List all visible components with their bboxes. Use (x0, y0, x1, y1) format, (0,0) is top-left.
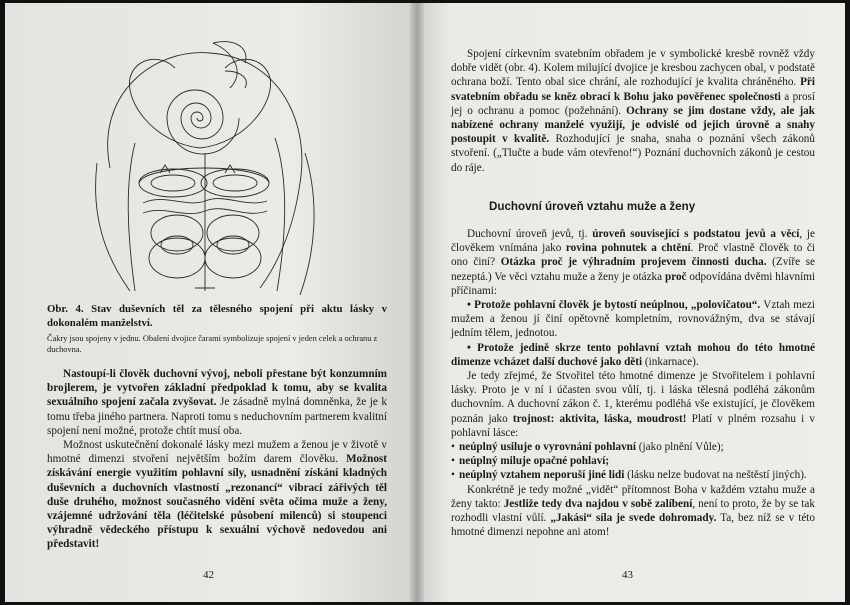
right-page (417, 3, 845, 602)
section-heading: Duchovní úroveň vztahu muže a ženy (489, 200, 696, 213)
left-page (5, 3, 417, 602)
right-paragraph-2: Duchovní úroveň jevů, tj. úroveň související s podstatou jevů a věcí, je člověkem vnímána jako rovina pohnutek a chtění. Proč vlastně člověk to či ono činí? Otázka proč je výhradním projevem činnosti ducha. (Zvíře se nezeptá.) Ve věci vztahu muže a ženy je otázka proč odpovídána dvěmi hlavními příčinami: (451, 228, 815, 297)
right-paragraph-4: Konkrétně je tedy možné „vidět“ přítomnost Boha v každém vztahu muže a ženy takto: Jestliže tedy dva najdou v sobě zalíbení, není to proto, že by se tak rozhodli vlastní vůlí. „Jakási“ síla je svede dohromady. Ta, bez níž se v této hmotné dimenzi nepohne ani atom! (451, 483, 815, 539)
book-spread (5, 3, 845, 602)
left-page-body (47, 367, 387, 552)
book-gutter (410, 3, 424, 602)
cause-1: • Protože pohlavní člověk je bytostí neúplnou, „polovičatou“. Vztah mezi mužem a ženou jí činí opětovně kompletním, rovnovážným, dva se stávají jedním tělem, jednotou. (451, 299, 815, 340)
left-paragraph-1: Nastoupí-li člověk duchovní vývoj, neboli přestane být konzumním brojlerem, je vytvořen základní předpoklad k tomu, aby se kvalita sexuálního spojení začala zvyšovat. Je zásadně mylná domněnka, že je k tomu třeba jiného partnera. Naproti tomu s neduchovním partnerem kvalitní spojení není možné, protože chtít musí oba. (47, 368, 388, 437)
list-item: • neúplný miluje opačné pohlaví; (451, 454, 815, 468)
figure-caption-note: Čakry jsou spojeny v jednu. Obalení dvojice čarami symbolizuje spojení v jeden celek a ochranu z duchovna. (47, 334, 378, 354)
figure-caption-title: Obr. 4. Stav duševních těl za tělesného spojení při aktu lásky v dokonalém manželství. (47, 303, 387, 329)
cause-2: • Protože jedině skrze tento pohlavní vztah mohou do této hmotné dimenze vcházet další duchové jako děti (inkarnace). (451, 341, 815, 368)
figure-4-drawing (35, 33, 365, 295)
right-paragraph-1: Spojení církevním svatebním obřadem je v symbolické kresbě rovněž vždy dobře vidět (obr. 4). Kolem milující dvojice je kresbou zachycen obal, v podstatě ochrana boží. Tento obal sice chrání, ale rozhodující je kvalita chráněného. Při svatebním obřadu se kněz obrací k Bohu jako pověřenec společnosti a prosí jej o ochranu a pomoc (požehnání). Ochrany se jim dostane vždy, ale jak nabízené ochrany manželé využijí, je odvislé od jejich úrovně a snahy postoupit v kvalitě. Rozhodující je snaha, snaha o poznání všech zákonů stvoření. („Tlučte a bude vám otevřeno!“) Poznání duchovních zákonů je cestou do ráje. (451, 48, 816, 174)
list-item: • neúplný usiluje o vyrovnání pohlavní (jako plnění Vůle); (451, 440, 815, 454)
page-number-right: 43 (622, 569, 633, 581)
love-principles-list (451, 440, 815, 483)
right-page-body (451, 227, 815, 539)
left-paragraph-2: Možnost uskutečnění dokonalé lásky mezi mužem a ženou je v životě v hmotné dimenzi stvoření největším božím darem člověku. Možnost získávání energie využitím pohlavní síly, usnadnění získání kladných duševních a duchovních vlastností „rezonancí“ vibrací zářivých těl duše druhého, možnost současného vidění světa očima muže a ženy, vzájemné udržování těla (léčitelské působení milenců) si stoupenci výhradně vědeckého přístupu k sexuální výchově nedovedou ani představit! (47, 439, 387, 551)
right-paragraph-3: Je tedy zřejmé, že Stvořitel této hmotné dimenze je Stvořitelem i pohlavní lásky. Proto je v ní i účasten svou vůlí, tj. i láska tělesná podléhá zákonům duchovním. A duchovní zákon č. 1, kterému podléhá vše existující, je člověkem poznán jako trojnost: aktivita, láska, moudrost! Platí v plném rozsahu i v pohlavní lásce: (451, 370, 815, 439)
page-number-left: 42 (203, 569, 214, 581)
list-item: • neúplný vztahem neporuší jiné lidi (lásku nelze budovat na neštěstí jiných). (451, 468, 815, 482)
